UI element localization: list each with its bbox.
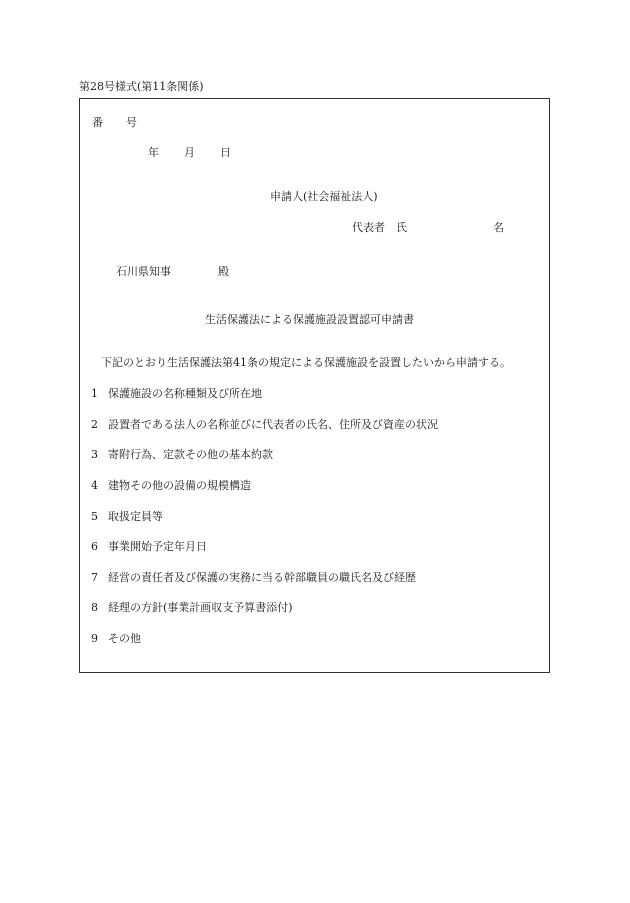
number-label-2: 号 <box>126 116 137 129</box>
item-text: 寄附行為、定款その他の基本約款 <box>108 448 273 461</box>
item-text: 建物その他の設備の規模構造 <box>108 479 251 492</box>
item-text: その他 <box>108 632 141 645</box>
list-item <box>91 449 273 460</box>
item-number: 9 <box>91 632 98 645</box>
list-item <box>91 511 163 522</box>
item-number: 7 <box>91 571 98 584</box>
name-label: 名 <box>493 221 504 234</box>
item-number: 8 <box>91 601 98 614</box>
list-item <box>91 633 141 644</box>
list-item <box>91 480 251 491</box>
date-month-label: 月 <box>184 146 195 159</box>
form-number: 第28号様式(第11条関係) <box>79 80 204 93</box>
honorific: 殿 <box>218 265 229 278</box>
date-day-label: 日 <box>220 146 231 159</box>
item-text: 保護施設の名称種類及び所在地 <box>108 387 262 400</box>
item-number: 3 <box>91 448 98 461</box>
item-number: 4 <box>91 479 98 492</box>
list-item <box>91 388 262 399</box>
item-text: 事業開始予定年月日 <box>108 540 207 553</box>
list-item <box>91 602 293 613</box>
item-number: 5 <box>91 510 98 523</box>
list-item <box>91 419 438 430</box>
representative-label: 代表者 氏 <box>352 221 407 234</box>
item-number: 2 <box>91 418 98 431</box>
item-text: 経理の方針(事業計画収支予算書添付) <box>108 601 293 614</box>
item-text: 経営の責任者及び保護の実務に当る幹部職員の職氏名及び経歴 <box>108 571 416 584</box>
date-year-label: 年 <box>148 146 159 159</box>
list-item <box>91 541 207 552</box>
item-number: 6 <box>91 540 98 553</box>
body-text: 下記のとおり生活保護法第41条の規定による保護施設を設置したいから申請する。 <box>101 356 511 369</box>
list-item <box>91 572 416 583</box>
item-number: 1 <box>91 387 98 400</box>
item-text: 取扱定員等 <box>108 510 163 523</box>
applicant-label: 申請人(社会福祉法人) <box>270 190 378 203</box>
document-title: 生活保護法による保護施設設置認可申請書 <box>205 313 414 326</box>
number-label-1: 番 <box>92 116 103 129</box>
addressee: 石川県知事 <box>116 265 171 278</box>
item-text: 設置者である法人の名称並びに代表者の氏名、住所及び資産の状況 <box>108 418 438 431</box>
form-frame <box>79 98 550 673</box>
